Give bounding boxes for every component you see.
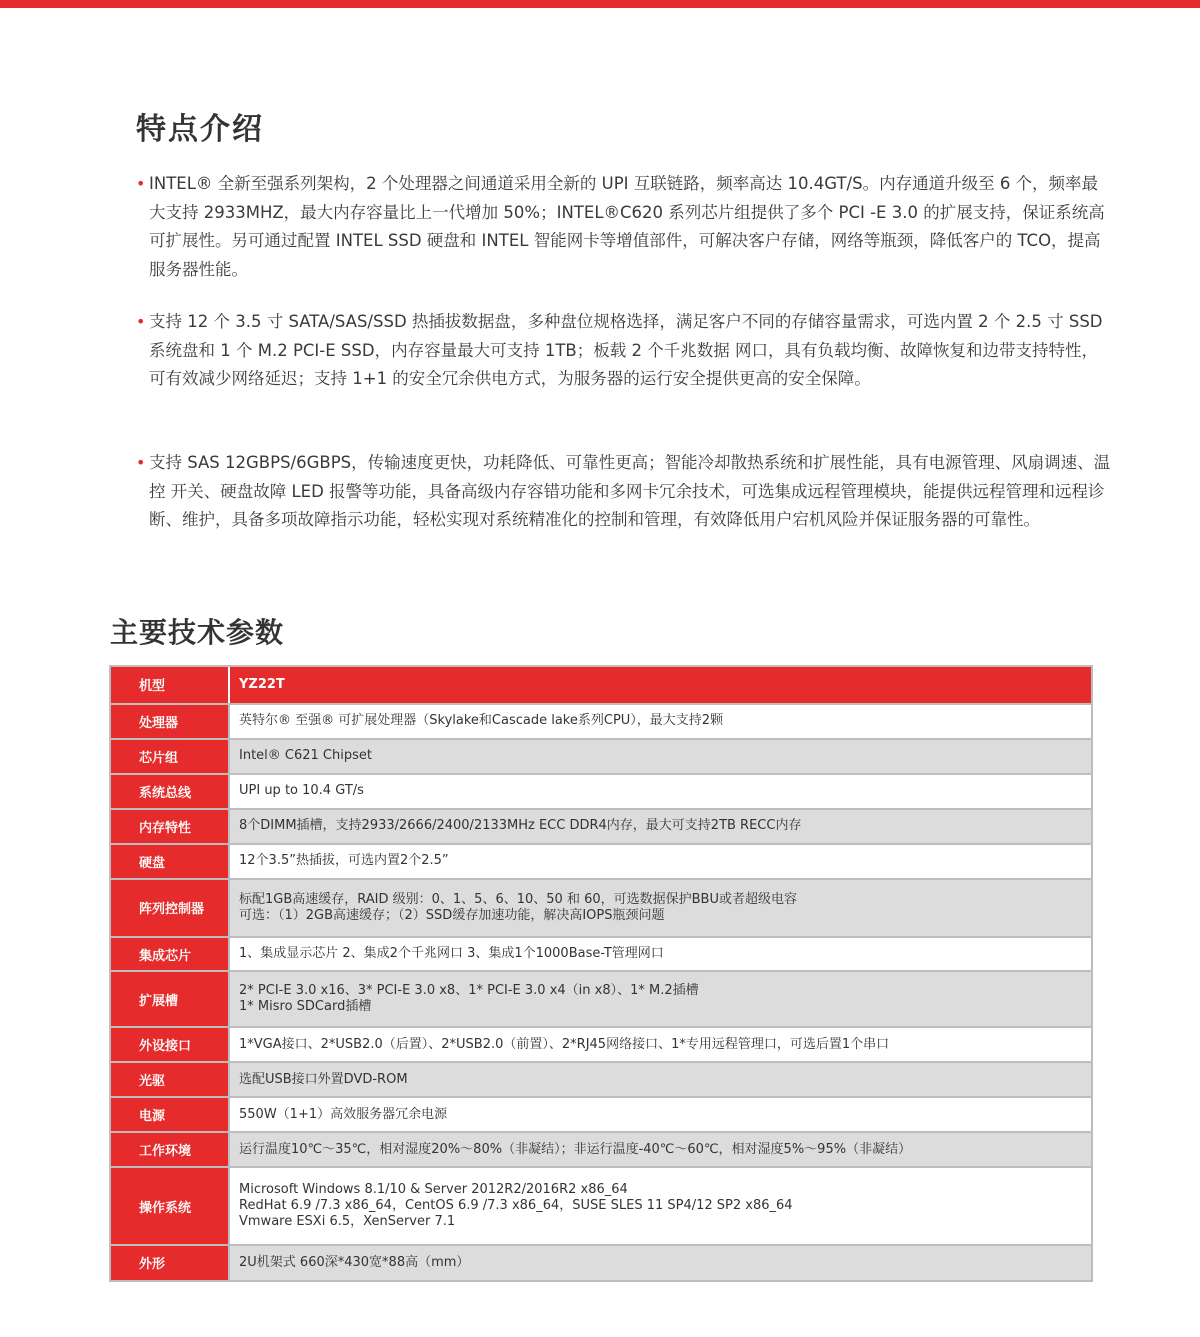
spec-row (111, 843, 1091, 878)
bullet-icon: • (136, 453, 146, 472)
spec-value-line: 标配1GB高速缓存，RAID 级别：0、1、5、6、10、50 和 60，可选数据保护BBU或者超级电容 (239, 891, 797, 907)
spec-row (111, 1131, 1091, 1166)
spec-value (228, 1246, 1091, 1280)
spec-value (228, 880, 1091, 936)
spec-label: 硬盘 (111, 845, 228, 878)
specs-heading: 主要技术参数 (110, 616, 285, 649)
spec-label: 电源 (111, 1098, 228, 1131)
feature-item (136, 308, 1111, 394)
bullet-icon: • (136, 174, 146, 193)
spec-value-line: 2U机架式 660深*430宽*88高（mm） (239, 1254, 470, 1270)
spec-value-line: 2* PCI-E 3.0 x16、3* PCI-E 3.0 x8、1* PCI-E 3.0 x4（in x8）、1* M.2插槽 (239, 983, 699, 999)
bullet-icon: • (136, 312, 146, 331)
spec-value (228, 1028, 1091, 1061)
spec-value (228, 1098, 1091, 1131)
spec-value (228, 1133, 1091, 1166)
feature-text: INTEL® 全新至强系列架构，2 个处理器之间通道采用全新的 UPI 互联链路，频率高达 10.4GT/S。内存通道升级至 6 个，频率最大支持 2933MHZ，最大内存容量比上一代增加 50%；INTEL®C620 系列芯片组提供了多个 PCI -E 3.0 的扩展支持，保证系统高可扩展性。另可通过配置 INTEL SSD 硬盘和 INTEL 智能网卡等增值部件，可解决客户存储，网络等瓶颈，降低客户的 TCO，提高服务器性能。 (149, 174, 1105, 279)
spec-row (111, 1244, 1091, 1280)
spec-value-line: 选配USB接口外置DVD-ROM (239, 1071, 408, 1087)
feature-item (136, 449, 1111, 535)
spec-value-line: UPI up to 10.4 GT/s (239, 783, 364, 799)
spec-row (111, 1061, 1091, 1096)
spec-value (228, 740, 1091, 773)
spec-row (111, 878, 1091, 936)
spec-value (228, 938, 1091, 971)
spec-label: 工作环境 (111, 1133, 228, 1166)
spec-label: 外设接口 (111, 1028, 228, 1061)
spec-value (228, 1168, 1091, 1244)
spec-value (228, 972, 1091, 1026)
spec-value-line: 英特尔® 至强® 可扩展处理器（Skylake和Cascade lake系列CPU），最大支持2颗 (239, 713, 724, 729)
spec-value-line: 可选：（1）2GB高速缓存；（2）SSD缓存加速功能，解决高IOPS瓶颈问题 (239, 907, 665, 923)
spec-label: 光驱 (111, 1063, 228, 1096)
top-accent-bar (0, 0, 1200, 8)
spec-value-line: 1* Misro SDCard插槽 (239, 999, 372, 1015)
spec-label: 外形 (111, 1246, 228, 1280)
spec-value-line: 12个3.5”热插拔，可选内置2个2.5” (239, 853, 449, 869)
spec-row (111, 1096, 1091, 1131)
spec-value-line: 550W（1+1）高效服务器冗余电源 (239, 1106, 448, 1122)
specs-table (109, 665, 1093, 1282)
spec-label: 扩展槽 (111, 972, 228, 1026)
features-heading: 特点介绍 (136, 112, 264, 147)
spec-row (111, 936, 1091, 971)
spec-row (111, 970, 1091, 1026)
spec-value-line: RedHat 6.9 /7.3 x86_64，CentOS 6.9 /7.3 x86_64，SUSE SLES 11 SP4/12 SP2 x86_64 (239, 1198, 793, 1214)
spec-value-line: Microsoft Windows 8.1/10 & Server 2012R2/2016R2 x86_64 (239, 1182, 628, 1198)
spec-value-line: 运行温度10℃～35℃，相对湿度20%～80%（非凝结）；非运行温度-40℃～60℃，相对湿度5%～95%（非凝结） (239, 1141, 912, 1157)
spec-label: 操作系统 (111, 1168, 228, 1244)
spec-value-line: Intel® C621 Chipset (239, 748, 372, 764)
spec-row (111, 773, 1091, 808)
spec-row (111, 808, 1091, 843)
spec-value (228, 775, 1091, 808)
spec-label: 机型 (111, 667, 228, 703)
spec-label: 芯片组 (111, 740, 228, 773)
spec-row (111, 1026, 1091, 1061)
spec-value (228, 1063, 1091, 1096)
spec-value-line: 1*VGA接口、2*USB2.0（后置）、2*USB2.0（前置）、2*RJ45网络接口、1*专用远程管理口，可选后置1个串口 (239, 1036, 890, 1052)
spec-label: 处理器 (111, 705, 228, 738)
spec-value-line: 1、集成显示芯片 2、集成2个千兆网口 3、集成1个1000Base-T管理网口 (239, 946, 664, 961)
spec-value (228, 810, 1091, 843)
spec-value-line: 8个DIMM插槽，支持2933/2666/2400/2133MHz ECC DDR4内存，最大可支持2TB RECC内存 (239, 818, 802, 834)
spec-label: 系统总线 (111, 775, 228, 808)
spec-value-line: Vmware ESXi 6.5，XenServer 7.1 (239, 1214, 456, 1230)
spec-label: 集成芯片 (111, 938, 228, 971)
feature-text: 支持 SAS 12GBPS/6GBPS，传输速度更快，功耗降低、可靠性更高；智能冷却散热系统和扩展性能，具有电源管理、风扇调速、温控 开关、硬盘故障 LED 报警等功能，具备高级内存容错功能和多网卡冗余技术，可选集成远程管理模块，能提供远程管理和远程诊断、维护，具备多项故障指示功能，轻松实现对系统精准化的控制和管理，有效降低用户宕机风险并保证服务器的可靠性。 (149, 453, 1111, 529)
spec-row (111, 738, 1091, 773)
feature-text: 支持 12 个 3.5 寸 SATA/SAS/SSD 热插拔数据盘，多种盘位规格选择，满足客户不同的存储容量需求，可选内置 2 个 2.5 寸 SSD 系统盘和 1 个 M.2 PCI-E SSD，内存容量最大可支持 1TB；板载 2 个千兆数据 网口，具有负载均衡、故障恢复和边带支持特性，可有效减少网络延迟；支持 1+1 的安全冗余供电方式，为服务器的运行安全提供更高的安全保障。 (149, 312, 1103, 388)
spec-value (228, 705, 1091, 738)
spec-label: 阵列控制器 (111, 880, 228, 936)
spec-row (111, 703, 1091, 738)
spec-row (111, 1166, 1091, 1244)
spec-value (228, 667, 1091, 703)
spec-value (228, 845, 1091, 878)
feature-item (136, 170, 1111, 284)
spec-row (111, 667, 1091, 703)
spec-value-line: YZ22T (239, 676, 285, 692)
spec-label: 内存特性 (111, 810, 228, 843)
